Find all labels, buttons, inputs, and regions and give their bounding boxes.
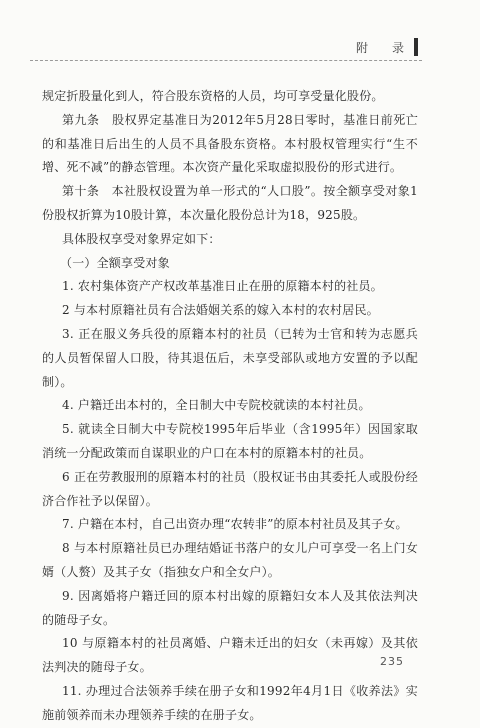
list-item-5: 5. 就读全日制大中专院校1995年后毕业（含1995年）因国家取消统一分配政策而自谋职业的户口在本村的原籍本村的社员。 bbox=[42, 422, 418, 460]
list-item-3: 3. 正在服义务兵役的原籍本村的社员（已转为士官和转为志愿兵的人员暂保留人口股，待其退伍后，未享受部队或地方安置的予以配制）。 bbox=[42, 326, 418, 389]
paragraph-continuation: 规定折股量化到人，符合股东资格的人员，均可享受量化股份。 bbox=[42, 89, 384, 103]
paragraph-article-9: 第九条 股权界定基准日为2012年5月28日零时，基准日前死亡的和基准日后出生的人员不具备股东资格。本村股权管理实行“生不增、死不减”的静态管理。本次资产量化采取虚拟股份的形式进行。 bbox=[42, 112, 418, 175]
body-text bbox=[42, 85, 418, 728]
list-item-6: 6 正在劳教服刑的原籍本村的社员（股权证书由其委托人或股份经济合作社予以保留）。 bbox=[42, 469, 418, 508]
header-bar-mark bbox=[414, 38, 418, 56]
paragraph-intro: 具体股权享受对象界定如下： bbox=[62, 231, 221, 246]
header-dashed-rule bbox=[30, 60, 422, 61]
list-item-8: 8 与本村原籍社员已办理结婚证书落户的女儿户可享受一名上门女婿（人赘）及其子女（指独女户和全女户）。 bbox=[42, 541, 418, 579]
list-item-11: 11. 办理过合法领养手续在册子女和1992年4月1日《收养法》实施前领养而未办理领养手续的在册子女。 bbox=[42, 683, 418, 722]
list-item-9: 9. 因离婚将户籍迁回的原本村出嫁的原籍妇女本人及其依法判决的随母子女。 bbox=[42, 588, 418, 627]
running-header bbox=[356, 38, 418, 56]
list-item-4: 4. 户籍迁出本村的，全日制大中专院校就读的本村社员。 bbox=[62, 398, 371, 413]
paragraph-article-10: 第十条 本社股权设置为单一形式的“人口股”。按全额享受对象1份股权折算为10股计算，本次量化股份总计为18，925股。 bbox=[42, 184, 418, 222]
list-item-2: 2 与本村原籍社员有合法婚姻关系的嫁入本村的农村居民。 bbox=[62, 303, 379, 318]
subheading-full-eligibility: （一）全额享受对象 bbox=[60, 255, 170, 270]
list-item-1: 1. 农村集体资产产权改革基准日止在册的原籍本村的社员。 bbox=[62, 279, 383, 294]
page-number: 235 bbox=[380, 655, 404, 668]
list-item-7: 7. 户籍在本村，自己出资办理“农转非”的原本村社员及其子女。 bbox=[62, 517, 408, 532]
section-label: 附 录 bbox=[355, 40, 410, 55]
list-item-10: 10 与原籍本村的社员离婚、户籍未迁出的妇女（未再嫁）及其依法判决的随母子女。 bbox=[42, 636, 418, 675]
